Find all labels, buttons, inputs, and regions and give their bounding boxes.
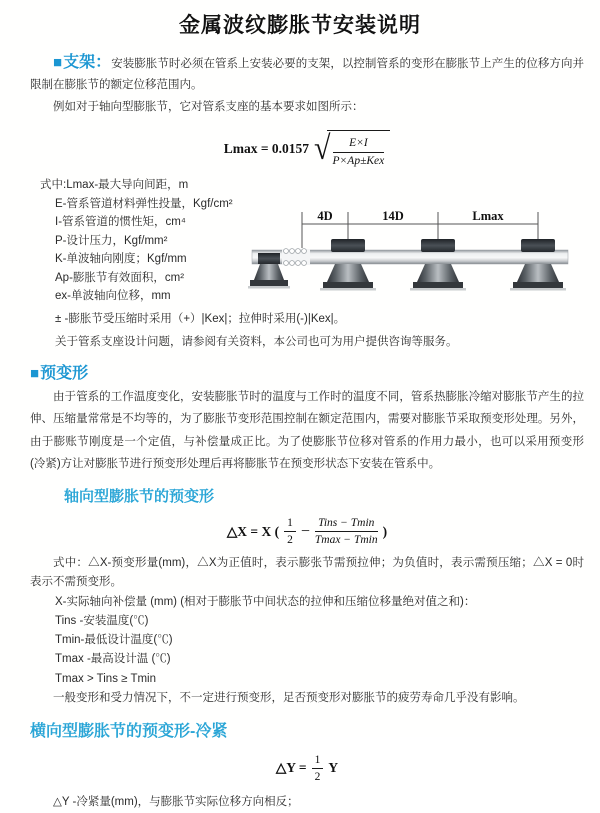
support-section-heading <box>53 54 111 71</box>
minus-operator: − <box>300 522 310 540</box>
definition-line: K-单波轴向刚度；Kgf/mm <box>55 253 187 265</box>
axial-formula-rhs: ) <box>382 523 388 539</box>
definition-line: ± -膨胀节受压缩时采用（+）|Kex|；拉伸时采用(-)|Kex|。 <box>55 312 346 325</box>
guide-support-3 <box>510 239 566 291</box>
half-numerator: 1 <box>284 516 296 532</box>
blue-square-bullet: ■ <box>53 54 63 71</box>
support-heading-label: 支架： <box>63 54 112 71</box>
one-half-fraction <box>284 516 296 548</box>
definition-line: P-设计压力，Kgf/mm² <box>55 234 168 247</box>
lmax-formula-lhs: Lmax = 0.0157 <box>223 141 310 156</box>
sqrt-radical <box>314 130 390 168</box>
predeform-section-heading <box>30 360 584 383</box>
lateral-formula <box>30 753 584 783</box>
half-denominator: 2 <box>287 534 293 546</box>
definitions-block <box>30 176 584 352</box>
dim-label-14d: 14D <box>382 209 404 223</box>
page-title: 金属波纹膨胀节安装说明 <box>179 14 421 37</box>
lmax-fraction-numerator: E×I <box>333 136 385 152</box>
support-intro-text: 安装膨胀节时必须在管系上安装必要的支架，以控制管系的变形在膨胀节上产生的位移方向并限制在膨胀节的额定位移范围内。 <box>30 58 584 91</box>
lateral-subsection-heading: 横向型膨胀节的预变形-冷紧 <box>30 723 228 741</box>
bellows-icon <box>282 249 310 266</box>
content-area <box>0 52 600 813</box>
dim-label-lmax: Lmax <box>472 209 504 223</box>
sqrt-content <box>327 130 391 168</box>
half-numerator: 1 <box>312 753 324 769</box>
axial-note-main: 式中：△X-预变形量(mm)，△X为正值时，表示膨张节需预拉伸；为负值时，表示需预压缩；△X = 0时表示不需预变形。 <box>30 556 584 588</box>
support-intro-paragraph <box>30 52 584 96</box>
predeform-paragraph: 由于管系的工作温度变化，安装膨胀节时的温度与工作时的温度不同，管系热膨胀冷缩对膨胀节产生的拉伸、压缩量常常是不均等的，为了膨胀节变形范围控制在额定范围内，需要对膨胀节采取预变形处理。另外，由于膨账节刚度是一个定值，与补偿量成正比。为了使膨胀节位移对管系的作用力最小，也可以采用预变形(冷紧)方让对膨胀节进行预变形处理后再将膨胀节在预变形状态下安装在管系中。 <box>30 390 584 470</box>
guide-support-2 <box>410 239 466 291</box>
axial-note-line: Tmax > Tins ≥ Tmin <box>55 672 156 685</box>
axial-subsection-heading: 轴向型膨胀节的预变形 <box>64 487 215 505</box>
blue-square-bullet: ■ <box>30 364 40 382</box>
dim-label-4d: 4D <box>317 209 333 223</box>
axial-note-line: Tmin-最低设计温度(℃) <box>55 634 173 647</box>
lmax-fraction <box>333 136 385 168</box>
definition-line: 式中:Lmax-最大导向间距，m <box>40 179 189 191</box>
support-closing-line: 关于管系支座设计问题，请参阅有关资料，本公司也可为用户提供咨询等服务。 <box>55 335 458 348</box>
lmax-fraction-denominator: P×Ap±Kex <box>332 154 385 167</box>
temperature-fraction <box>315 516 378 548</box>
axial-note-line: Tins -安装温度(℃) <box>55 614 149 627</box>
one-half-fraction <box>312 753 324 785</box>
pipe-support-diagram <box>250 208 580 304</box>
temp-fraction-numerator: Tins − Tmin <box>315 516 378 532</box>
definition-line: I-管系管道的惯性矩，cm⁴ <box>55 216 186 228</box>
axial-note-line: Tmax -最高设计温 (℃) <box>55 653 171 666</box>
support-example-line: 例如对于轴向型膨胀节，它对管系支座的基本要求如图所示： <box>53 101 364 113</box>
lateral-note-line: △Y -冷紧量(mm)，与膨胀节实际位移方向相反； <box>53 796 299 809</box>
definition-line: E-管系管道材料弹性投量，Kgf/cm² <box>55 197 233 210</box>
lateral-formula-rhs: Y <box>328 760 339 776</box>
lateral-formula-lhs: △Y = <box>275 760 307 776</box>
lmax-formula <box>30 128 584 170</box>
radical-sign: √ <box>314 129 331 167</box>
temp-fraction-denominator: Tmax − Tmin <box>314 534 378 546</box>
axial-closing-line: 一般变形和受力情况下，不一定进行预变形，足否预变形对膨胀节的疲劳寿命几乎没有影响。 <box>53 691 525 704</box>
definition-line: ex-单波轴向位移，mm <box>55 290 171 302</box>
axial-formula-lhs: △X = X ( <box>226 523 280 539</box>
definition-line: Ap-膨胀节有效面积，cm² <box>55 271 185 284</box>
axial-note-line: X-实际轴向补偿量 (mm) (相对于膨胀节中间状态的拉伸和压缩位移量绝对值之和)： <box>55 595 476 608</box>
axial-formula <box>30 515 584 549</box>
predeform-heading-label: 预变形 <box>40 364 89 382</box>
guide-support-1 <box>320 239 376 291</box>
half-denominator: 2 <box>314 770 321 783</box>
